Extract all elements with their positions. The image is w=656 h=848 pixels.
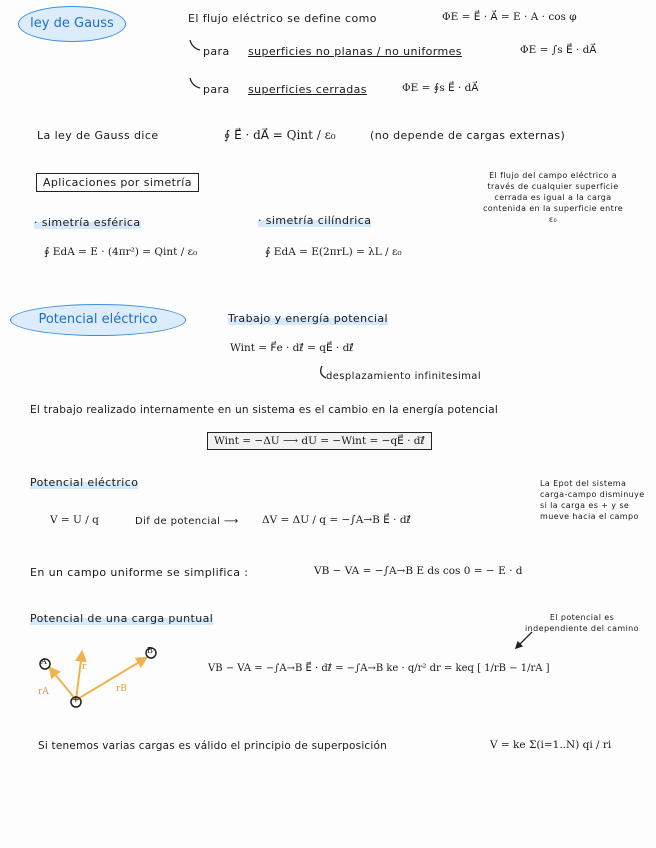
label-r: r xyxy=(82,662,87,672)
point-charge-formula: VB − VA = −∫A→B E⃗ · dℓ⃗ = −∫A→B ke · q/r² dr = keq [ 1/rB − 1/rA ] xyxy=(208,663,550,674)
spherical-formula: ∮ EdA = E · (4πr²) = Qint / ε₀ xyxy=(44,246,198,258)
label-q: + xyxy=(72,695,80,705)
cylindrical-formula: ∮ EdA = E(2πrL) = λL / ε₀ xyxy=(265,246,402,258)
arrow-rb xyxy=(76,658,146,700)
potential-title: Potencial eléctrico xyxy=(38,312,158,327)
uniform-field-text: En un campo uniforme se simplifica : xyxy=(30,566,249,579)
label-rb: rB xyxy=(116,684,127,694)
superposition-text: Si tenemos varias cargas es válido el principio de superposición xyxy=(38,740,387,752)
non-uniform-formula: ΦE = ∫s E⃗ · dA⃗ xyxy=(520,44,597,56)
arrow-r xyxy=(76,652,82,700)
point-charge-side-note: El potencial es independiente del camino xyxy=(525,613,639,633)
closed-formula: ΦE = ∮s E⃗ · dA⃗ xyxy=(402,82,479,94)
gauss-law-formula: ∮ E⃗ · dA⃗ = Qint / ε₀ xyxy=(224,128,336,142)
flux-definition-formula: ΦE = E⃗ · A⃗ = E · A · cos φ xyxy=(442,11,577,23)
non-uniform-prefix: para xyxy=(203,45,230,58)
label-b: B xyxy=(147,646,153,655)
label-a: A xyxy=(41,657,47,666)
applications-box: Aplicaciones por simetría xyxy=(36,173,199,192)
displacement-arrow xyxy=(321,366,326,378)
potential-side-note: La Epot del sistema carga-campo disminuye si la carga es + y se mueve hacia el campo xyxy=(540,479,645,521)
flux-side-note: El flujo del campo eléctrico a través de cualquier superficie cerrada es igual a la carga contenida en la superficie entre ε₀ xyxy=(482,171,624,224)
uniform-field-formula: VB − VA = −∫A→B E ds cos 0 = − E · d xyxy=(314,565,523,577)
work-energy-title: Trabajo y energía potencial xyxy=(228,312,388,325)
spherical-label: · simetría esférica xyxy=(34,216,141,229)
v-formula: V = U / q xyxy=(50,514,99,526)
superposition-formula: V = ke Σ(i=1..N) qi / ri xyxy=(490,739,612,751)
point-charge-title: Potencial de una carga puntual xyxy=(30,612,214,625)
dif-potential-label: Dif de potencial ⟶ xyxy=(135,516,239,527)
internal-work-text: El trabajo realizado internamente en un sistema es el cambio en la energía potencial xyxy=(30,404,499,416)
work-energy-formula: Wint = F⃗e · dℓ⃗ = qE⃗ · dℓ⃗ xyxy=(230,342,354,354)
internal-work-formula: Wint = −ΔU ⟶ dU = −Wint = −qE⃗ · dℓ⃗ xyxy=(207,432,432,450)
page-title: ley de Gauss xyxy=(30,16,114,31)
label-ra: rA xyxy=(38,687,49,697)
closed-prefix: para xyxy=(203,83,230,96)
non-uniform-label: superficies no planas / no uniformes xyxy=(248,45,462,58)
gauss-law-note: (no depende de cargas externas) xyxy=(370,129,566,142)
work-energy-note: desplazamiento infinitesimal xyxy=(326,371,482,382)
flux-definition-text: El flujo eléctrico se define como xyxy=(188,12,377,25)
non-uniform-arrow xyxy=(190,40,200,50)
closed-label: superficies cerradas xyxy=(248,83,367,96)
potential-section-title: Potencial eléctrico xyxy=(30,476,139,489)
cylindrical-label: · simetría cilíndrica xyxy=(258,214,372,227)
gauss-law-text: La ley de Gauss dice xyxy=(37,129,159,142)
closed-arrow xyxy=(190,78,200,88)
dv-formula: ΔV = ΔU / q = −∫A→B E⃗ · dℓ⃗ xyxy=(262,514,411,526)
independence-arrow xyxy=(516,632,532,648)
